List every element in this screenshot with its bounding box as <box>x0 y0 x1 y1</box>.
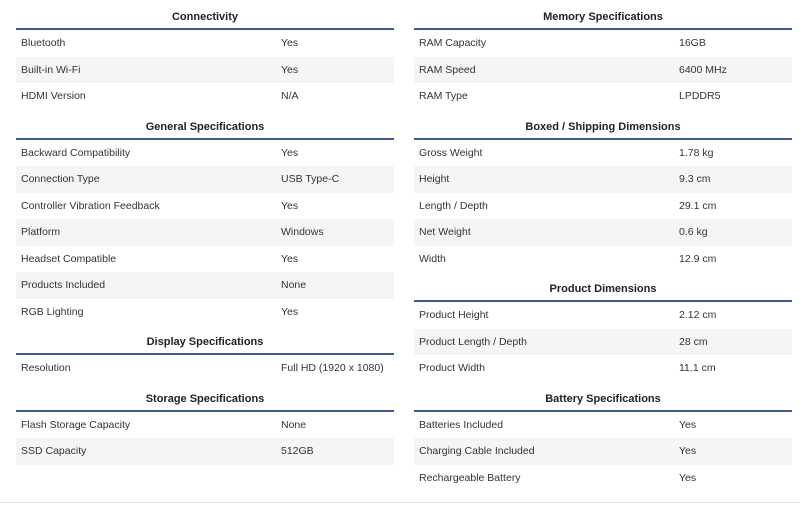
spec-label: Length / Depth <box>419 199 488 212</box>
spec-value: 2.12 cm <box>679 309 717 322</box>
spec-row <box>414 355 792 382</box>
spec-value: None <box>281 418 307 431</box>
spec-row <box>414 246 792 273</box>
spec-value: 9.3 cm <box>679 173 711 186</box>
spec-value: N/A <box>281 90 299 103</box>
spec-label: RGB Lighting <box>21 305 84 318</box>
spec-value: 29.1 cm <box>679 199 717 212</box>
section-title: Battery Specifications <box>414 382 792 412</box>
spec-row <box>414 57 792 84</box>
section-title: Boxed / Shipping Dimensions <box>414 110 792 140</box>
spec-value: Yes <box>281 37 299 50</box>
spec-label: Platform <box>21 226 61 239</box>
section-title: Memory Specifications <box>414 0 792 30</box>
spec-label: Bluetooth <box>21 37 66 50</box>
spec-row <box>414 30 792 57</box>
spec-row <box>16 272 394 299</box>
spec-label: Width <box>419 252 446 265</box>
spec-row <box>16 299 394 326</box>
spec-section-product-dimensions <box>414 272 792 382</box>
spec-label: Headset Compatible <box>21 252 117 265</box>
spec-section-display-specifications <box>16 325 394 382</box>
spec-label: Backward Compatibility <box>21 146 131 159</box>
spec-value: Yes <box>281 199 299 212</box>
spec-row <box>414 329 792 356</box>
spec-label: Connection Type <box>21 173 100 186</box>
spec-row <box>16 355 394 382</box>
spec-row <box>414 465 792 492</box>
spec-value: Yes <box>281 305 299 318</box>
spec-row <box>16 246 394 273</box>
spec-value: Yes <box>679 445 697 458</box>
spec-row <box>16 57 394 84</box>
spec-section-general-specifications <box>16 110 394 326</box>
spec-label: Products Included <box>21 279 106 292</box>
spec-section-connectivity <box>16 0 394 110</box>
spec-row <box>16 219 394 246</box>
spec-label: Rechargeable Battery <box>419 471 521 484</box>
spec-label: Height <box>419 173 450 186</box>
spec-row <box>16 412 394 439</box>
spec-row <box>414 140 792 167</box>
spec-label: Net Weight <box>419 226 471 239</box>
spec-label: Batteries Included <box>419 418 504 431</box>
spec-label: HDMI Version <box>21 90 86 103</box>
spec-section-storage-specifications <box>16 382 394 465</box>
spec-row <box>16 193 394 220</box>
spec-column-right <box>414 0 792 491</box>
spec-label: Resolution <box>21 362 71 375</box>
spec-value: 11.1 cm <box>679 362 716 375</box>
section-title: Product Dimensions <box>414 272 792 302</box>
spec-row <box>16 438 394 465</box>
spec-value: LPDDR5 <box>679 90 721 103</box>
spec-section-memory-specifications <box>414 0 792 110</box>
spec-value: Yes <box>281 146 299 159</box>
spec-value: USB Type-C <box>281 173 340 186</box>
section-title: Connectivity <box>16 0 394 30</box>
section-title: Display Specifications <box>16 325 394 355</box>
spec-row <box>414 219 792 246</box>
spec-value: Yes <box>281 252 299 265</box>
spec-row <box>16 83 394 110</box>
spec-row <box>16 30 394 57</box>
spec-value: Yes <box>281 63 299 76</box>
spec-label: Controller Vibration Feedback <box>21 199 160 212</box>
spec-value: Full HD (1920 x 1080) <box>281 362 384 375</box>
spec-label: RAM Capacity <box>419 37 487 50</box>
spec-label: Charging Cable Included <box>419 445 535 458</box>
section-title: General Specifications <box>16 110 394 140</box>
spec-column-left <box>16 0 394 465</box>
spec-value: 512GB <box>281 445 314 458</box>
spec-value: Yes <box>679 471 697 484</box>
spec-row <box>414 302 792 329</box>
spec-value: 12.9 cm <box>679 252 717 265</box>
spec-label: Gross Weight <box>419 146 483 159</box>
spec-value: 28 cm <box>679 335 708 348</box>
spec-row <box>16 166 394 193</box>
spec-label: Flash Storage Capacity <box>21 418 131 431</box>
spec-value: Windows <box>281 226 324 239</box>
spec-row <box>16 140 394 167</box>
spec-label: Product Width <box>419 362 485 375</box>
spec-label: Product Height <box>419 309 489 322</box>
spec-row <box>414 193 792 220</box>
spec-section-battery-specifications <box>414 382 792 492</box>
spec-section-boxed-shipping-dimensions <box>414 110 792 273</box>
spec-row <box>414 412 792 439</box>
spec-label: RAM Type <box>419 90 468 103</box>
spec-label: SSD Capacity <box>21 445 87 458</box>
spec-row <box>414 166 792 193</box>
spec-label: Built-in Wi-Fi <box>21 63 81 76</box>
spec-value: 0.6 kg <box>679 226 708 239</box>
spec-label: Product Length / Depth <box>419 335 527 348</box>
spec-row <box>414 438 792 465</box>
spec-value: 6400 MHz <box>679 63 727 76</box>
spec-label: RAM Speed <box>419 63 476 76</box>
spec-value: 16GB <box>679 37 706 50</box>
footer-divider <box>0 502 800 503</box>
spec-value: 1.78 kg <box>679 146 714 159</box>
spec-value: Yes <box>679 418 697 431</box>
spec-value: None <box>281 279 307 292</box>
spec-row <box>414 83 792 110</box>
section-title: Storage Specifications <box>16 382 394 412</box>
